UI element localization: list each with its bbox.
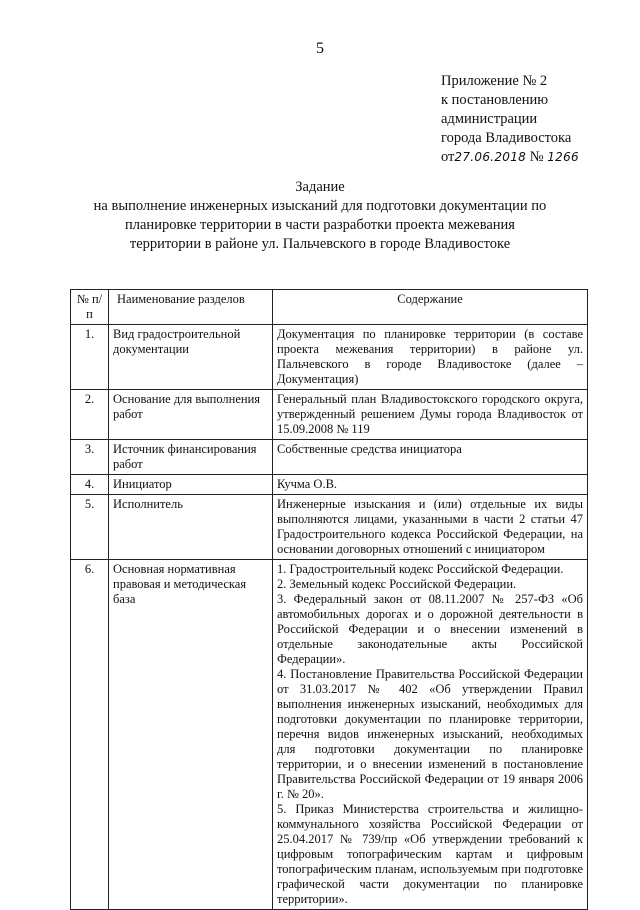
table-row [71, 495, 588, 560]
appendix-line-3: администрации [441, 111, 538, 127]
row-content [273, 475, 588, 495]
date-prefix: от [441, 149, 455, 165]
table-row [71, 475, 588, 495]
row-number: 5. [71, 495, 109, 560]
content-paragraph: 4. Постановление Правительства Российской Федерации от 31.03.2017 № 402 «Об утверждении Правил выполнения инженерных изысканий, необходимых для подготовки документации по планировке территории, перечня видов инженерных изысканий, необходимых для подготовки документации по планировке территории, и о внесении изменений в постановление Правительства Российской Федерации от 19 января 2006 г. № 20». [277, 667, 583, 801]
page-number: 5 [316, 40, 324, 57]
row-content [273, 325, 588, 390]
row-number: 6. [71, 560, 109, 910]
table-row [71, 560, 588, 910]
row-section-name: Источник финансирования работ [109, 440, 273, 475]
decree-date-handwritten: 27.06.2018 [454, 150, 527, 164]
row-number: 3. [71, 440, 109, 475]
content-paragraph: 5. Приказ Министерства строительства и жилищно-коммунального хозяйства Российской Федерации от 25.04.2017 № 739/пр «Об утверждении требований к цифровым топографическим картам и цифровым топографическим планам, используемым при подготовке графической части документации по планировке территории». [277, 802, 583, 906]
table-row [71, 390, 588, 440]
row-section-name: Основание для выполнения работ [109, 390, 273, 440]
document-subtitle-line-1: на выполнение инженерных изысканий для подготовки документации по [93, 198, 547, 214]
table-body [71, 325, 588, 910]
row-number: 4. [71, 475, 109, 495]
table-row [71, 440, 588, 475]
content-paragraph: 1. Градостроительный кодекс Российской Федерации. [277, 562, 564, 576]
appendix-block [441, 72, 579, 167]
content-paragraph: Инженерные изыскания и (или) отдельные их виды выполняются лицами, указанными в части 2 статьи 47 Градостроительного кодекса Российской Федерации, на основании договорных отношений с инициатором [277, 497, 583, 556]
decree-date-line [441, 148, 579, 167]
row-content [273, 560, 588, 910]
content-paragraph: Документация по планировке территории (в составе проекта межевания территории) в районе ул. Пальчевского в городе Владивостоке (далее – Документация) [277, 327, 583, 386]
specification-table [70, 289, 588, 910]
content-paragraph: 3. Федеральный закон от 08.11.2007 № 257-ФЗ «Об автомобильных дорогах и о дорожной деятельности в Российской Федерации и о внесении изменений в отдельные законодательные акты Российской Федерации». [277, 592, 583, 666]
content-paragraph: 2. Земельный кодекс Российской Федерации. [277, 577, 517, 591]
content-paragraph: Собственные средства инициатора [277, 442, 462, 456]
number-prefix: № [529, 149, 544, 165]
document-subtitle-line-3: территории в районе ул. Пальчевского в городе Владивостоке [129, 236, 511, 252]
row-section-name: Вид градостроительной документации [109, 325, 273, 390]
header-content: Содержание [273, 290, 588, 325]
row-section-name: Основная нормативная правовая и методическая база [109, 560, 273, 910]
document-subtitle-line-2: планировке территории в части разработки проекта межевания [125, 217, 515, 233]
row-content [273, 495, 588, 560]
document-title: Задание [295, 179, 345, 195]
row-number: 2. [71, 390, 109, 440]
table-header-row [71, 290, 588, 325]
row-section-name: Исполнитель [109, 495, 273, 560]
table-row [71, 325, 588, 390]
content-paragraph: Генеральный план Владивостокского городского округа, утвержденный решением Думы города Владивосток от 15.09.2008 № 119 [277, 392, 583, 436]
row-section-name: Инициатор [109, 475, 273, 495]
row-content [273, 390, 588, 440]
row-content [273, 440, 588, 475]
header-section-name: Наименование разделов [109, 290, 273, 325]
header-number: № п/п [71, 290, 109, 325]
appendix-line-4: города Владивостока [441, 130, 572, 146]
appendix-line-2: к постановлению [441, 92, 549, 108]
decree-number-handwritten: 1266 [547, 150, 579, 164]
appendix-line-1: Приложение № 2 [441, 73, 548, 89]
row-number: 1. [71, 325, 109, 390]
content-paragraph: Кучма О.В. [277, 477, 338, 491]
document-heading [60, 178, 580, 254]
